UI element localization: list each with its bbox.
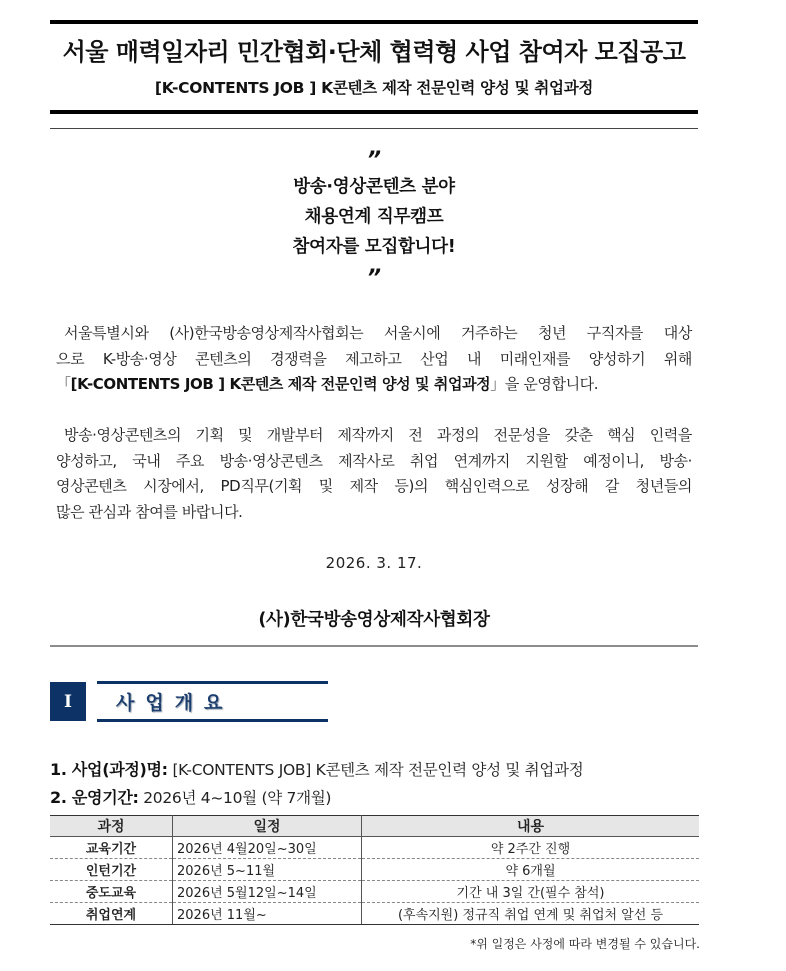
table-header-row <box>50 816 699 837</box>
intro-p2-line-2 <box>56 449 692 475</box>
intro-p2-line-3 <box>56 474 692 500</box>
schedule-table <box>50 815 699 925</box>
row-course: 취업연계 <box>50 903 173 925</box>
row-course: 인턴기간 <box>50 859 173 881</box>
intro-paragraph-1 <box>56 321 692 398</box>
headline-line-2: 채용연계 직무캠프 <box>304 207 444 227</box>
section-title: 사업개요 <box>116 692 234 714</box>
header-thin-rule <box>50 128 698 129</box>
intro-p2-line-4 <box>56 500 692 526</box>
table-row <box>50 881 699 903</box>
section-title-top-line <box>97 681 328 684</box>
open-quote-mark: ” <box>366 148 382 173</box>
intro-p1-line-2 <box>56 347 692 373</box>
page-subtitle: [K-CONTENTS JOB ] K콘텐츠 제작 전문인력 양성 및 취업과정 <box>154 79 594 97</box>
row-schedule: 2026년 11월~ <box>173 903 362 925</box>
table-row <box>50 837 699 859</box>
period-label: 2. 운영기간: <box>50 788 139 807</box>
intro-p2-line-1-text: 방송·영상콘텐츠의 기획 및 개발부터 제작까지 전 과정의 전문성을 갖춘 핵심 인력을 <box>64 426 692 444</box>
intro-p1-line-2-text: 으로 K-방송·영상 콘텐츠의 경쟁력을 제고하고 산업 내 미래인재를 양성하기 위해 <box>56 349 692 368</box>
row-schedule: 2026년 4월20일~30일 <box>173 837 362 859</box>
row-course: 중도교육 <box>50 881 173 903</box>
section-title-bottom-line <box>97 719 328 722</box>
row-content: (후속지원) 정규직 취업 연계 및 취업처 알선 등 <box>362 903 700 925</box>
period-value: 2026년 4~10월 (약 7개월) <box>143 789 332 807</box>
intro-p1-line-3-tail: 」을 운영합니다. <box>490 375 599 393</box>
organization-signature: (사)한국방송영상제작사협회장 <box>258 610 490 630</box>
signature-rule <box>50 645 698 647</box>
close-quote-mark: ” <box>366 266 382 291</box>
row-content: 약 6개월 <box>362 859 700 881</box>
program-name-value: [K-CONTENTS JOB] K콘텐츠 제작 전문인력 양성 및 취업과정 <box>172 761 584 779</box>
table-row <box>50 859 699 881</box>
announcement-date: 2026. 3. 17. <box>325 554 423 572</box>
overview-item-program-name <box>50 757 583 780</box>
table-row <box>50 903 699 925</box>
intro-paragraph-2 <box>56 423 692 525</box>
page-title: 서울 매력일자리 민간협회·단체 협력형 사업 참여자 모집공고 <box>62 38 686 66</box>
schedule-change-note: *위 일정은 사정에 따라 변경될 수 있습니다. <box>470 937 700 951</box>
intro-p1-line-1-text: 서울특별시와 (사)한국방송영상제작사협회는 서울시에 거주하는 청년 구직자를 대상 <box>64 324 692 342</box>
header-bottom-thick-rule <box>50 110 698 114</box>
headline-line-3: 참여자를 모집합니다! <box>292 237 456 257</box>
intro-p2-line-1 <box>56 423 692 449</box>
headline-line-1: 방송·영상콘텐츠 분야 <box>293 177 455 197</box>
intro-p1-line-1 <box>56 321 692 347</box>
intro-p2-line-3-text: 영상콘텐츠 시장에서, PD직무(기획 및 제작 등)의 핵심인력으로 성장해 갈 청년들의 <box>56 477 692 495</box>
intro-p1-line-3 <box>56 372 692 398</box>
row-course: 교육기간 <box>50 837 173 859</box>
top-thick-rule <box>50 20 698 24</box>
header-content: 내용 <box>362 816 700 837</box>
header-course: 과정 <box>50 816 173 837</box>
row-schedule: 2026년 5월12일~14일 <box>173 881 362 903</box>
corner-bracket-open: 「 <box>56 375 71 393</box>
program-name-bold: [K-CONTENTS JOB ] K콘텐츠 제작 전문인력 양성 및 취업과정 <box>70 375 491 393</box>
intro-p2-line-4-text: 많은 관심과 참여를 바랍니다. <box>56 502 243 521</box>
row-content: 기간 내 3일 간(필수 참석) <box>362 881 700 903</box>
program-name-label: 1. 사업(과정)명: <box>50 760 168 779</box>
row-schedule: 2026년 5~11월 <box>173 859 362 881</box>
row-content: 약 2주간 진행 <box>362 837 700 859</box>
section-number-badge: I <box>50 682 86 721</box>
overview-item-period <box>50 785 331 808</box>
intro-p2-line-2-text: 양성하고, 국내 주요 방송·영상콘텐츠 제작사로 취업 연계까지 지원할 예정이니, 방송· <box>56 451 692 470</box>
header-schedule: 일정 <box>173 816 362 837</box>
